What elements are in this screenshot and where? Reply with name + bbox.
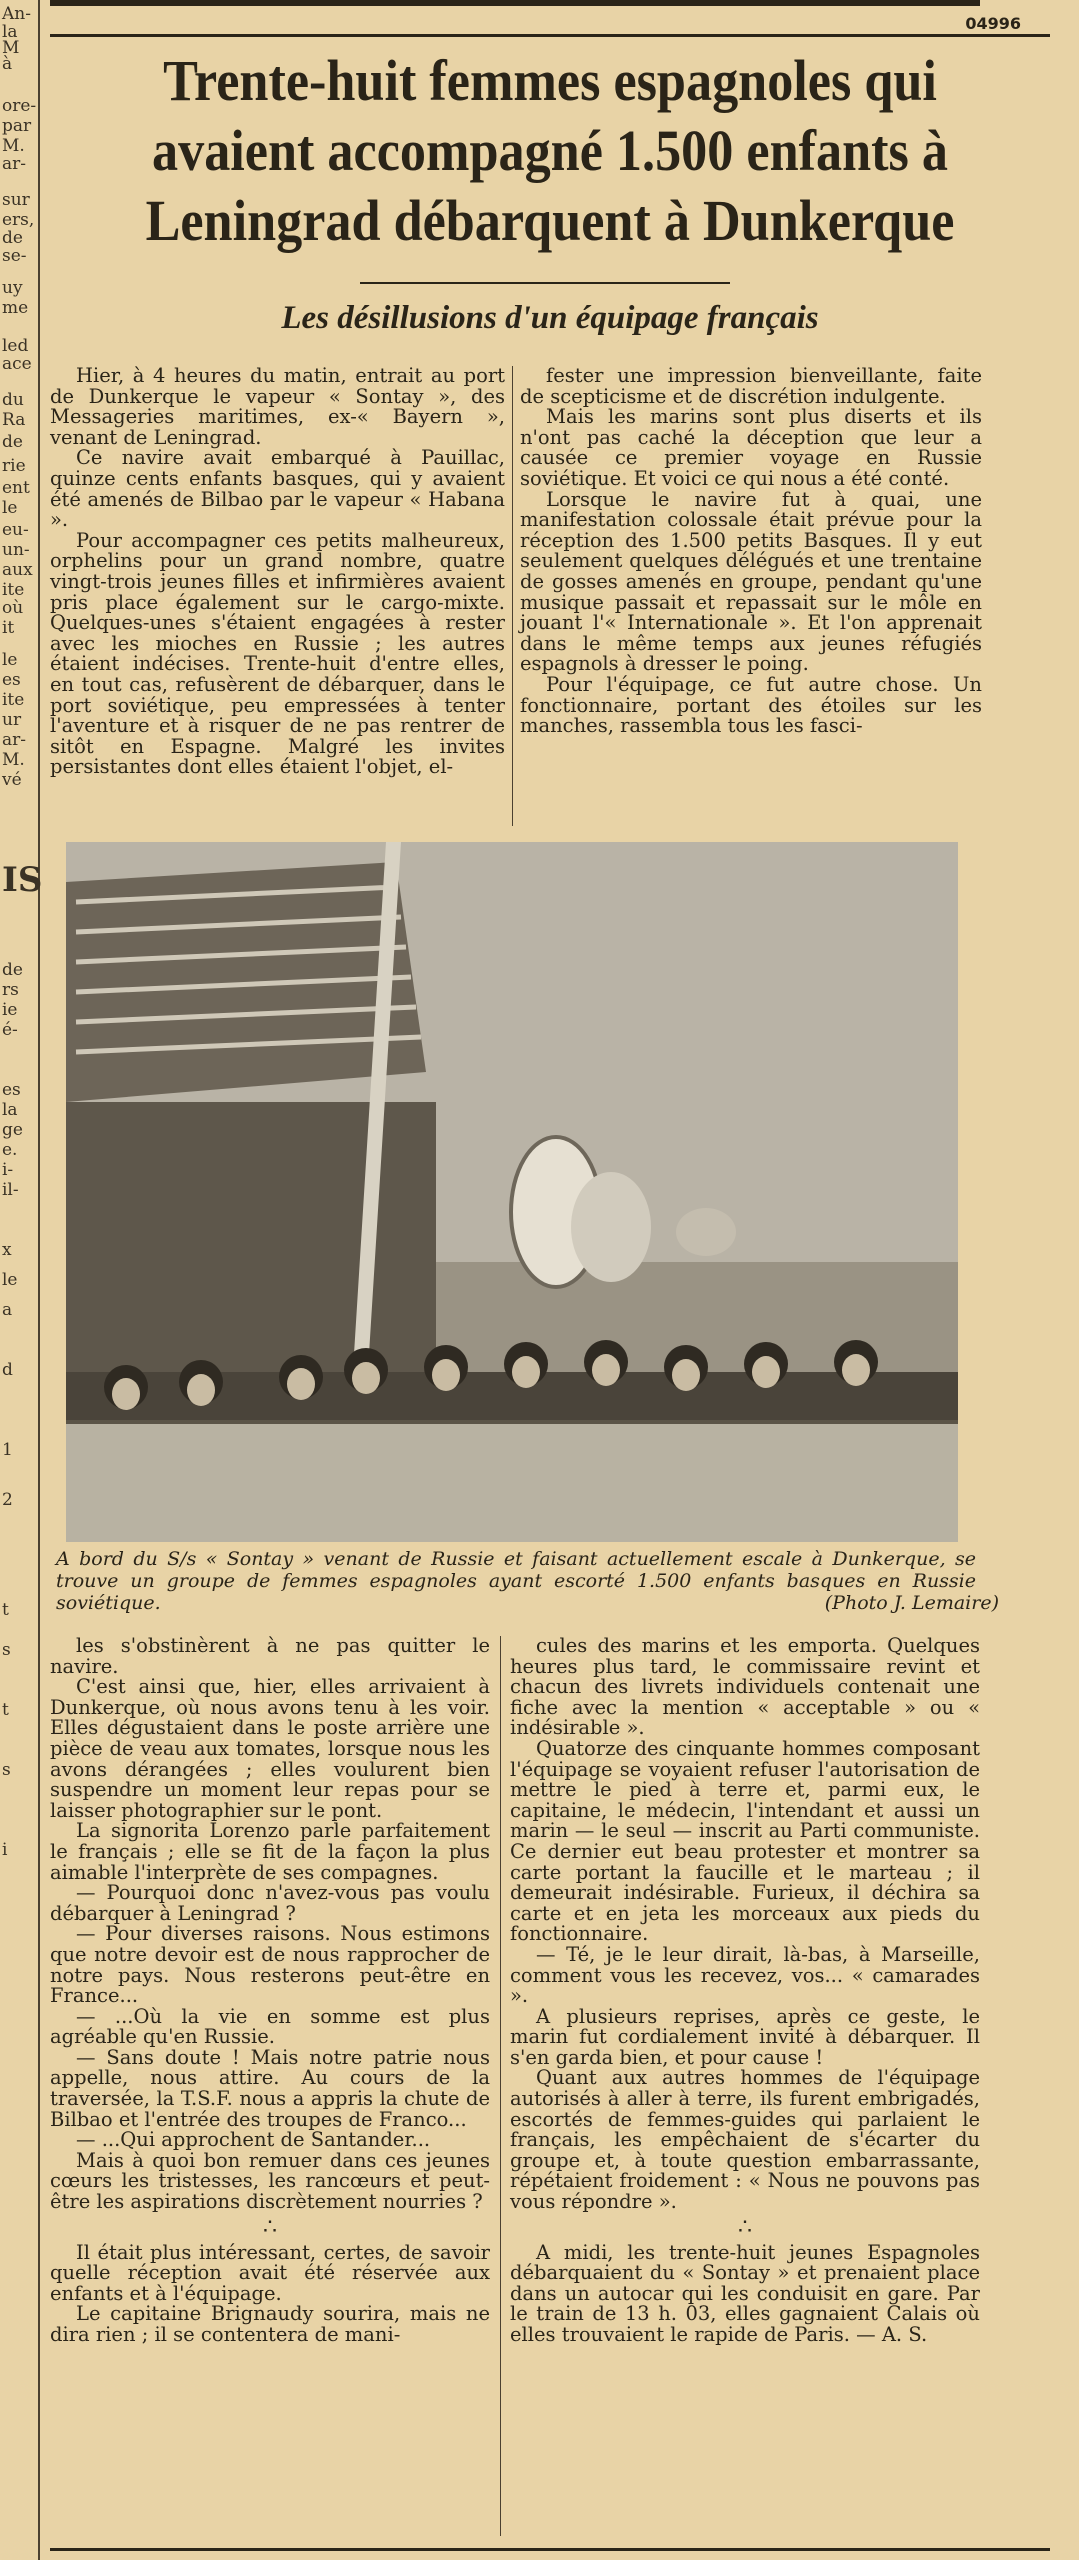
margin-fragment: vé [2,770,22,790]
margin-fragment: ite [2,580,25,600]
margin-fragment: de [2,960,23,980]
column-divider [500,1636,501,2536]
margin-fragment: il- [2,1180,19,1200]
margin-fragment: t [2,1600,9,1620]
margin-fragment: ge [2,1120,23,1140]
margin-fragment: d [2,1360,13,1380]
article-paragraph: Lorsque le navire fut à quai, une manifestation colossale était prévue pour la réception des 1.500 petits Basques. Il y eut seulement quelques délégués et une trentaine de gosses amenés en groupe, pendant qu'une musique passait et repassait sur le môle en jouant l'« Internationale ». Et l'on apprenait dans le même temps aux jeunes réfugiés espagnols à dresser le poing. [520,487,982,676]
margin-fragment: à [2,54,13,74]
article-paragraph: C'est ainsi que, hier, elles arrivaient à Dunkerque, où nous avons tenu à les voir. Elles dégustaient dans le poste arrière une pièce de veau aux tomates, lorsque nous les avons dérangées ; elles voulurent bien suspendre un moment leur repas pour se laisser photographier sur le pont. [50,1675,490,1822]
margin-fragment: le [2,650,18,670]
article-paragraph: fester une impression bienveillante, faite de scepticisme et de discrétion indulgente. [520,364,982,408]
photo-caption: A bord du S/s « Sontay » venant de Russie et faisant actuellement escale à Dunkerque, se trouve un groupe de femmes espagnoles ayant escorté 1.500 enfants basques en Russie soviétique. [56,1548,976,1614]
article-paragraph: Mais à quoi bon remuer dans ces jeunes cœurs les tristesses, les rancœurs et peut-être les aspirations discrètement nourries ? [50,2148,490,2214]
margin-fragment: ur [2,710,22,730]
news-photo [66,842,958,1542]
article-paragraph: les s'obstinèrent à ne pas quitter le navire. [50,1634,490,1678]
page-number: 04996 [965,14,1021,33]
margin-fragment: la [2,1100,18,1120]
margin-fragment: 1 [2,1440,13,1460]
margin-fragment: led [2,336,29,356]
headline: Trente-huit femmes espagnoles qui avaient accompagné 1.500 enfants à Leningrad débarquent à Dunkerque [145,48,955,253]
margin-fragment: i [2,1840,8,1860]
margin-fragment: me [2,298,29,318]
margin-fragment: du [2,390,24,410]
article-paragraph: — Pourquoi donc n'avez-vous pas voulu débarquer à Leningrad ? [50,1881,490,1925]
margin-fragment: où [2,598,24,618]
article-paragraph: — Té, je le leur dirait, là-bas, à Marseille, comment vous les recevez, vos... « camarades ». [510,1942,980,2008]
article-paragraph: Mais les marins sont plus diserts et ils n'ont pas caché la déception que leur a causée ce premier voyage en Russie soviétique. Et voici ce qui nous a été conté. [520,405,982,490]
margin-fragment: i- [2,1160,14,1180]
article-paragraph: — Pour diverses raisons. Nous estimons que notre devoir est de nous rapprocher de notre pays. Nous resterons peut-être en France... [50,1922,490,2008]
margin-fragment: M [2,38,20,58]
article-paragraph: Pour l'équipage, ce fut autre chose. Un fonctionnaire, portant des étoiles sur les manches, rassembla tous les fasci- [520,672,982,738]
margin-fragment: uy [2,278,23,298]
article-paragraph: — ...Qui approchent de Santander... [76,2128,431,2152]
left-margin-strip [0,0,43,2560]
margin-fragment: ore- [2,96,37,116]
margin-fragment: e. [2,1140,18,1160]
margin-fragment: ers, [2,210,35,230]
margin-fragment: M. [2,136,25,156]
article-paragraph: Quant aux autres hommes de l'équipage autorisés à aller à terre, ils furent embrigadés, escortés de femmes-guides qui parlaient le français, les empêchaient de s'écarter du groupe et, à toute question embarrassante, répétaient froidement : « Nous ne pouvons pas vous répondre ». [510,2066,980,2214]
margin-fragment: de [2,228,23,248]
margin-fragment: le [2,1270,18,1290]
subheadline: Les désillusions d'un équipage français [281,300,819,336]
top-bar [50,0,980,6]
margin-fragment: An- [2,4,31,24]
margin-fragment: t [2,1700,9,1720]
article-paragraph: Quatorze des cinquante hommes composant l'équipage se voyaient refuser l'autorisation de mettre le pied à terre et, parmi eux, le capitaine, le médecin, l'intendant et aussi un marin — le seul — inscrit au Parti communiste. Ce dernier eut beau protester et montrer sa carte portant la faucille et le marteau ; il demeurait indésirable. Furieux, il déchira sa carte et en jeta les morceaux aux pieds du fonctionnaire. [510,1736,980,1946]
article-paragraph: cules des marins et les emporta. Quelques heures plus tard, le commissaire revint et chacun des livrets individuels contenait une fiche avec la mention « acceptable » ou « indésirable ». [510,1634,980,1740]
article-column-2 [520,366,982,737]
margin-fragment: s [2,1640,11,1660]
margin-fragment: it [2,618,15,638]
article-paragraph: Hier, à 4 heures du matin, entrait au port de Dunkerque le vapeur « Sontay », des Messageries maritimes, ex-« Bayern », venant de Leningrad. [50,364,505,449]
section-separator: ∴ [263,2214,277,2240]
margin-fragment: un- [2,540,30,560]
photo-credit: (Photo J. Lemaire) [824,1592,999,1614]
margin-fragment: es [2,1080,21,1100]
margin-fragment: M. [2,750,25,770]
margin-fragment: eu- [2,520,29,540]
margin-fragment: ie [2,1000,18,1020]
margin-fragment: la [2,22,18,42]
article-paragraph: — ...Où la vie en somme est plus agréable qu'en Russie. [50,2004,490,2049]
article-paragraph: Il était plus intéressant, certes, de savoir quelle réception avait été réservée aux enfants et à l'équipage. [50,2240,490,2305]
margin-fragment: ent [2,478,30,498]
ship-deck-photo [66,842,958,1542]
margin-fragment: ite [2,690,25,710]
headline-divider [360,282,730,288]
margin-fragment: s [2,1760,11,1780]
margin-fragment: es [2,670,21,690]
bottom-rule [50,2548,1050,2551]
margin-fragment: aux [2,560,33,580]
article-column-4 [510,1636,980,2346]
article-column-3 [50,1636,490,2346]
article-column-1 [50,366,505,778]
margin-fragment: de [2,432,23,452]
article-paragraph: La signorita Lorenzo parle parfaitement le français ; elle se fit de la façon la plus aimable l'interprète de ses compagnes. [50,1819,490,1884]
margin-fragment: ar- [2,730,27,750]
top-rule [50,34,1050,37]
margin-fragment: rs [2,980,19,1000]
article-paragraph: A plusieurs reprises, après ce geste, le marin fut cordialement invité à débarquer. Il s'en garda bien, et pour cause ! [510,2004,980,2069]
article-paragraph: Pour accompagner ces petits malheureux, orphelins pour un grand nombre, quatre vingt-trois jeunes filles et infirmières avaient pris place également sur le cargo-mixte. Quelques-unes s'étaient engagées à rester avec les mioches en Russie ; les autres étaient indécises. Trente-huit d'entre elles, en tout cas, refusèrent de débarquer, dans le port soviétique, peu empressées à tenter l'aventure et à risquer de ne pas rentrer de sitôt en Espagne. Malgré les invites persistantes dont elles étaient l'objet, el- [50,528,505,779]
margin-fragment: x [2,1240,12,1260]
margin-fragment: se- [2,246,27,266]
margin-fragment: ace [2,354,32,374]
margin-fragment: sur [2,190,30,210]
margin-fragment: Ra [2,410,26,430]
margin-fragment: IS [2,860,43,900]
margin-fragment: le [2,498,18,518]
article-paragraph: Ce navire avait embarqué à Pauillac, quinze cents enfants basques, qui y avaient été amenés de Bilbao par le vapeur « Habana ». [50,446,505,532]
article-paragraph: — Sans doute ! Mais notre patrie nous appelle, nous attire. Au cours de la traversée, la T.S.F. nous a appris la chute de Bilbao et l'entrée des troupes de Franco... [50,2045,490,2131]
article-paragraph: Le capitaine Brignaudy sourira, mais ne dira rien ; il se contentera de mani- [50,2302,490,2346]
margin-fragment: 2 [2,1490,13,1510]
margin-fragment: par [2,116,32,136]
margin-fragment: ar- [2,154,27,174]
column-divider [512,366,513,826]
margin-fragment: rie [2,456,26,476]
margin-fragment: é- [2,1020,18,1040]
section-separator: ∴ [738,2214,752,2240]
article-paragraph: A midi, les trente-huit jeunes Espagnoles débarquaient du « Sontay » et prenaient place dans un autocar qui les conduisit en gare. Par le train de 13 h. 03, elles gagnaient Calais où elles trouvaient le rapide de Paris. — A. S. [510,2240,980,2346]
margin-fragment: a [2,1300,13,1320]
